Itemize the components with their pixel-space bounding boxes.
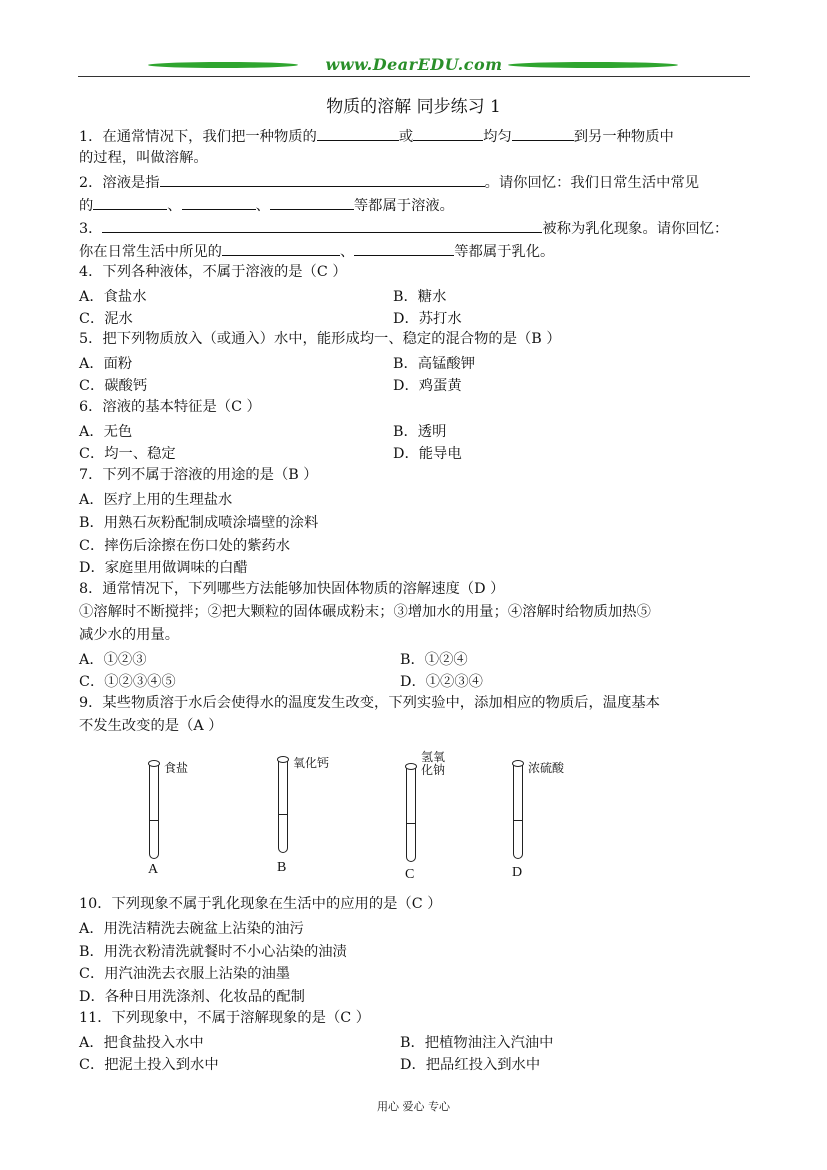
q1-blank-1	[317, 126, 399, 141]
q11-option-d: D．把品红投入到水中	[400, 1057, 541, 1073]
q6-option-d: D．能导电	[393, 446, 462, 462]
q2-blank-4	[270, 195, 354, 210]
q1-text-b: 或	[398, 129, 414, 145]
q2-text-c: 的	[79, 198, 94, 214]
question-4-stem: 4．下列各种液体，不属于溶液的是（C ）	[79, 264, 347, 280]
q2-blank-1	[160, 172, 485, 187]
q3-text-e: 等都属于乳化。	[454, 244, 555, 260]
q4-option-c: C．泥水	[79, 311, 133, 327]
q8-option-d: D．①②③④	[400, 674, 483, 690]
q4-option-b: B．糖水	[393, 289, 447, 305]
q10-option-a: A．用洗洁精洗去碗盆上沾染的油污	[79, 921, 304, 937]
tube-d-label: 浓硫酸	[528, 761, 565, 775]
q7-option-c: C．摔伤后涂擦在伤口处的紫药水	[79, 538, 291, 554]
q7-option-b: B．用熟石灰粉配制成喷涂墙壁的涂料	[79, 515, 319, 531]
q4-option-a: A．食盐水	[79, 289, 147, 305]
question-10-stem: 10．下列现象不属于乳化现象在生活中的应用的是（C ）	[79, 896, 442, 912]
question-2-line-2	[79, 195, 454, 215]
q8-option-c: C．①②③④⑤	[79, 674, 176, 690]
tube-c-liquid-level	[407, 823, 415, 824]
tube-d-rim	[512, 760, 524, 767]
question-11-stem: 11．下列现象中，不属于溶解现象的是（C ）	[79, 1010, 371, 1026]
q7-option-a: A．医疗上用的生理盐水	[79, 492, 233, 508]
q6-option-a: A．无色	[79, 424, 133, 440]
q1-blank-3	[512, 126, 574, 141]
question-8-stem: 8．通常情况下，下列哪些方法能够加快固体物质的溶解速度（D ）	[79, 581, 505, 597]
q7-option-d: D．家庭里用做调味的白醋	[79, 560, 248, 576]
q1-text-d: 到另一种物质中	[573, 129, 674, 145]
q6-option-c: C．均一、稳定	[79, 446, 176, 462]
q11-option-a: A．把食盐投入水中	[79, 1035, 204, 1051]
q10-option-c: C．用汽油洗去衣服上沾染的油墨	[79, 966, 291, 982]
test-tube-b	[278, 760, 288, 853]
tube-a-label: 食盐	[164, 761, 189, 775]
tube-c-label: 氢氧化钠	[421, 750, 446, 777]
test-tubes-figure	[140, 750, 600, 890]
tube-b-liquid-level	[279, 814, 287, 815]
question-5-stem: 5．把下列物质放入（或通入）水中，能形成均一、稳定的混合物的是（B ）	[79, 331, 561, 347]
tube-b-label: 氧化钙	[293, 756, 330, 770]
tube-a-rim	[148, 760, 160, 767]
tube-b-rim	[277, 756, 289, 763]
q5-option-c: C．碳酸钙	[79, 378, 148, 394]
page-footer: 用心 爱心 专心	[377, 1100, 450, 1113]
q8-statements-line-2: 减少水的用量。	[79, 627, 180, 643]
q3-text-a: 3．	[79, 221, 103, 237]
q8-statements-line-1: ①溶解时不断搅拌；②把大颗粒的固体碾成粉末；③增加水的用量；④溶解时给物质加热⑤	[79, 604, 651, 620]
tube-d-liquid-level	[514, 820, 522, 821]
q3-text-c: 你在日常生活中所见的	[79, 244, 222, 260]
question-9-line-1: 9．某些物质溶于水后会使得水的温度发生改变，下列实验中，添加相应的物质后，温度基本	[79, 695, 660, 711]
question-3-line-2	[79, 241, 554, 261]
q3-text-d: 、	[339, 244, 355, 260]
page-title: 物质的溶解 同步练习 1	[326, 97, 501, 117]
q1-text-c: 均匀	[483, 129, 512, 145]
q2-blank-3	[182, 195, 256, 210]
q3-blank-2	[222, 241, 340, 256]
q10-option-d: D．各种日用洗涤剂、化妆品的配制	[79, 989, 305, 1005]
tube-c-rim	[405, 763, 417, 770]
question-6-stem: 6．溶液的基本特征是（C ）	[79, 399, 261, 415]
q3-blank-1	[102, 218, 542, 233]
tube-d-letter: D	[512, 865, 523, 880]
q8-option-a: A．①②③	[79, 652, 147, 668]
q2-text-d: 、	[167, 198, 182, 214]
site-header	[78, 52, 750, 78]
tube-a-liquid-level	[150, 820, 158, 821]
site-logo-text: www.DearEDU.com	[325, 55, 503, 74]
q11-option-c: C．把泥土投入到水中	[79, 1057, 219, 1073]
q5-option-b: B．高锰酸钾	[393, 356, 475, 372]
q2-blank-2	[93, 195, 167, 210]
q3-blank-3	[354, 241, 454, 256]
question-1-line-2: 的过程，叫做溶解。	[79, 150, 208, 166]
q1-text-a: 1．在通常情况下，我们把一种物质的	[79, 129, 317, 145]
q4-option-d: D．苏打水	[393, 311, 462, 327]
q1-blank-2	[413, 126, 483, 141]
test-tube-a	[149, 764, 159, 859]
q5-option-a: A．面粉	[79, 356, 133, 372]
tube-a-letter: A	[148, 862, 159, 877]
q2-text-a: 2．溶液是指	[79, 175, 160, 191]
question-9-line-2: 不发生改变的是（A ）	[79, 718, 223, 734]
q5-option-d: D．鸡蛋黄	[393, 378, 462, 394]
question-1-line-1	[79, 126, 674, 146]
question-3-line-1	[79, 218, 728, 238]
q2-text-f: 等都属于溶液。	[353, 198, 454, 214]
q10-option-b: B．用洗衣粉清洗就餐时不小心沾染的油渍	[79, 944, 347, 960]
header-rule	[78, 76, 750, 77]
test-tube-d	[513, 764, 523, 859]
q3-text-b: 被称为乳化现象。请你回忆：	[542, 221, 729, 237]
q6-option-b: B．透明	[393, 424, 447, 440]
tube-b-letter: B	[277, 860, 287, 875]
question-2-line-1	[79, 172, 699, 192]
test-tube-c	[406, 767, 416, 862]
q8-option-b: B．①②④	[400, 652, 468, 668]
question-7-stem: 7．下列不属于溶液的用途的是（B ）	[79, 467, 318, 483]
q2-text-e: 、	[255, 198, 270, 214]
tube-c-letter: C	[405, 867, 415, 882]
q2-text-b: 。请你回忆：我们日常生活中常见	[484, 175, 700, 191]
q11-option-b: B．把植物油注入汽油中	[400, 1035, 554, 1051]
